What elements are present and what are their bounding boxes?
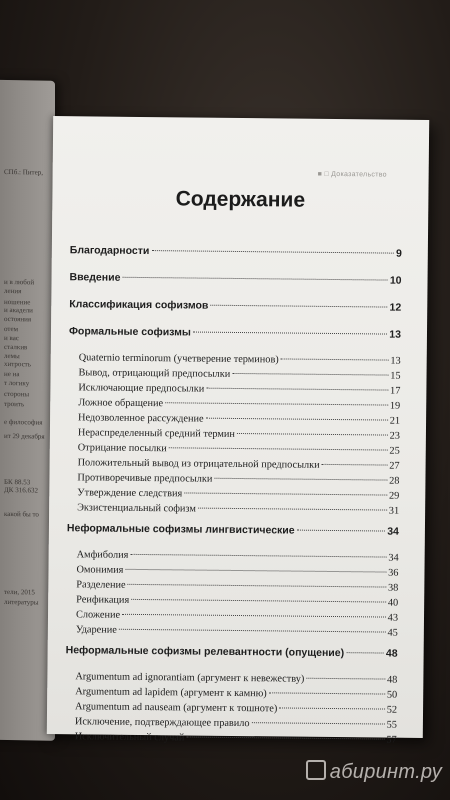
labirint-logo-icon [306, 760, 326, 780]
facing-page-text: хитрость [4, 359, 31, 369]
toc-subsection-entry[interactable] [68, 457, 400, 471]
toc-entry-title: Вывод, отрицающий предпосылки [78, 367, 231, 380]
toc-subsection-entry[interactable] [68, 442, 400, 456]
facing-page-text: и акадели [4, 305, 33, 315]
facing-page-text: лемы [4, 351, 20, 361]
toc-page-number: 31 [388, 505, 400, 517]
facing-page-text: БК 88.53 [4, 477, 31, 487]
leader-dots [252, 722, 385, 724]
toc-page-number: 13 [390, 355, 401, 367]
leader-dots [306, 678, 385, 680]
leader-dots [279, 707, 384, 709]
toc-subsection-entry[interactable] [68, 412, 400, 426]
toc-page-number: 25 [389, 445, 400, 457]
leader-dots [130, 554, 386, 558]
toc-entry-title: Argumentum ad lapidem (аргумент к камню) [75, 686, 267, 700]
facing-page-text: ДК 316.632 [4, 485, 38, 495]
book-page [47, 116, 429, 746]
toc-page-number: 29 [388, 490, 400, 502]
facing-page-text: троить [4, 399, 25, 409]
toc-subsection-entry[interactable] [67, 487, 399, 501]
facing-page-text: не на [4, 369, 20, 379]
toc-entry-title: Формальные софизмы [68, 325, 191, 339]
leader-dots [184, 492, 387, 495]
toc-entry-title: Отрицание посылки [77, 442, 167, 455]
facing-page-text: СПб.: Питер, [4, 167, 43, 177]
toc-page-number: 57 [386, 734, 397, 746]
leader-dots [237, 433, 388, 436]
toc-subsection-entry[interactable] [68, 382, 400, 396]
leader-dots [206, 418, 388, 421]
toc-subsection-entry[interactable] [65, 671, 397, 685]
facing-page-text: сталкив [4, 342, 28, 352]
toc-entry-title: Амфиболия [76, 549, 129, 561]
leader-dots [131, 599, 386, 603]
toc-entry-title: Ложное обращение [78, 397, 164, 410]
toc-page-number: 28 [389, 475, 400, 487]
leader-dots [122, 614, 386, 618]
toc-subsection-entry[interactable] [66, 609, 398, 623]
leader-dots [206, 388, 388, 391]
facing-page-text: стороны [4, 389, 30, 399]
facing-page-text: литературы [4, 597, 39, 607]
toc-entry-title: Положительный вывод из отрицательной предпосылки [77, 457, 320, 471]
facing-page-text: остояния [4, 314, 32, 324]
toc-page-number: 55 [386, 719, 397, 731]
leader-dots [193, 332, 387, 335]
toc-section-entry[interactable] [66, 644, 398, 659]
toc-entry-title: Противоречивые предпосылки [77, 472, 213, 485]
toc-entry-title: Разделение [76, 579, 126, 591]
toc-entry-title: Ударение [75, 624, 117, 636]
toc-entry-title: Неформальные софизмы релевантности (опущение) [65, 644, 345, 660]
toc-subsection-entry[interactable] [66, 564, 398, 578]
facing-page-text: какой бы то [4, 509, 39, 519]
toc-page-number: 34 [387, 525, 399, 538]
toc-page-number: 36 [388, 567, 399, 579]
leader-dots [346, 652, 384, 653]
leader-dots [125, 569, 386, 573]
page-title: Содержание [175, 187, 306, 212]
leader-dots [128, 584, 386, 588]
toc-subsection-entry[interactable] [67, 472, 399, 486]
toc-entry-title: Омонимия [76, 564, 124, 576]
toc-entry-title: Неформальные софизмы лингвистические [66, 522, 295, 537]
toc-subsection-entry[interactable] [67, 549, 399, 563]
toc-page-number: 19 [389, 400, 401, 412]
toc-page-number: 52 [386, 704, 398, 716]
leader-dots [322, 464, 388, 466]
leader-dots [169, 447, 388, 450]
watermark-text: абиринт.ру [329, 761, 442, 783]
leader-dots [269, 692, 385, 694]
toc-entry-title: Исключительный случай [74, 731, 185, 744]
toc-page-number: 12 [389, 301, 402, 314]
leader-dots [151, 250, 394, 254]
leader-dots [281, 358, 389, 360]
facing-page-text: тели, 2015 [4, 587, 35, 597]
leader-dots [165, 402, 388, 405]
toc-section-entry[interactable] [69, 298, 401, 313]
toc-page-number: 40 [387, 597, 399, 609]
toc-entry-title: Недозволенное рассуждение [78, 412, 204, 425]
toc-page-number: 23 [389, 430, 400, 442]
toc-section-entry[interactable] [69, 271, 401, 286]
toc-section-entry[interactable] [67, 522, 399, 537]
toc-subsection-entry[interactable] [68, 397, 400, 411]
leader-dots [119, 629, 386, 633]
toc-page-number: 48 [387, 674, 398, 686]
toc-entry-title: Сложение [75, 609, 121, 621]
facing-page-text: и в любой [4, 277, 35, 287]
toc-section-entry[interactable] [70, 244, 402, 259]
toc-entry-title: Экзистенциальный софизм [77, 502, 196, 515]
toc-page-number: 50 [386, 689, 398, 701]
watermark [306, 760, 442, 784]
toc-subsection-entry[interactable] [66, 579, 398, 593]
toc-entry-title: Классификация софизмов [69, 298, 209, 312]
facing-page-text: отем [4, 324, 19, 334]
toc-page-number: 17 [390, 385, 401, 397]
facing-page-text: ления [4, 286, 22, 296]
toc-page-number: 21 [389, 415, 401, 427]
toc-entry-title: Реификация [76, 594, 130, 606]
leader-dots [122, 277, 387, 281]
toc-subsection-entry[interactable] [65, 716, 397, 730]
running-header: ■ □ Доказательство [317, 170, 387, 179]
facing-page-text: ношение [4, 297, 31, 307]
toc-entry-title: Quaternio terminorum (учетверение терминов) [78, 352, 279, 366]
toc-entry-title: Argumentum ad nauseam (аргумент к тошноте) [75, 701, 278, 715]
toc-page-number: 38 [387, 582, 399, 594]
facing-page-text: т логику [4, 378, 30, 388]
facing-page-text: ит 29 декабря [4, 431, 45, 441]
leader-dots [232, 373, 388, 376]
toc-page-number: 34 [388, 552, 399, 564]
toc-page-number: 48 [385, 647, 398, 660]
toc-page-number: 9 [395, 247, 402, 260]
facing-page-text: е философия [4, 417, 43, 427]
toc-subsection-entry[interactable] [69, 367, 401, 381]
toc-page-number: 27 [389, 460, 400, 472]
leader-dots [210, 305, 387, 308]
toc-entry-title: Благодарности [69, 244, 150, 258]
table-of-contents [65, 244, 402, 745]
leader-dots [186, 736, 384, 739]
toc-section-entry[interactable] [69, 325, 401, 340]
toc-entry-title: Утверждение следствия [77, 487, 183, 500]
toc-entry-title: Исключение, подтверждающее правило [74, 716, 250, 730]
toc-entry-title: Введение [69, 271, 121, 284]
toc-subsection-entry[interactable] [65, 701, 397, 715]
toc-entry-title: Argumentum ad ignorantiam (аргумент к невежеству) [75, 671, 305, 685]
toc-subsection-entry[interactable] [69, 352, 401, 366]
toc-subsection-entry[interactable] [68, 427, 400, 441]
toc-page-number: 15 [390, 370, 401, 382]
toc-entry-title: Исключающие предпосылки [78, 382, 205, 395]
toc-subsection-entry[interactable] [66, 594, 398, 608]
toc-page-number: 10 [389, 274, 402, 287]
toc-entry-title: Нераспределенный средний термин [77, 427, 236, 440]
leader-dots [214, 478, 387, 481]
facing-page-text: и вас [4, 333, 19, 343]
toc-page-number: 45 [387, 627, 398, 639]
toc-page-number: 43 [387, 612, 399, 624]
toc-subsection-entry[interactable] [65, 686, 397, 700]
leader-dots [297, 530, 386, 532]
leader-dots [198, 508, 387, 511]
toc-page-number: 13 [389, 328, 402, 341]
